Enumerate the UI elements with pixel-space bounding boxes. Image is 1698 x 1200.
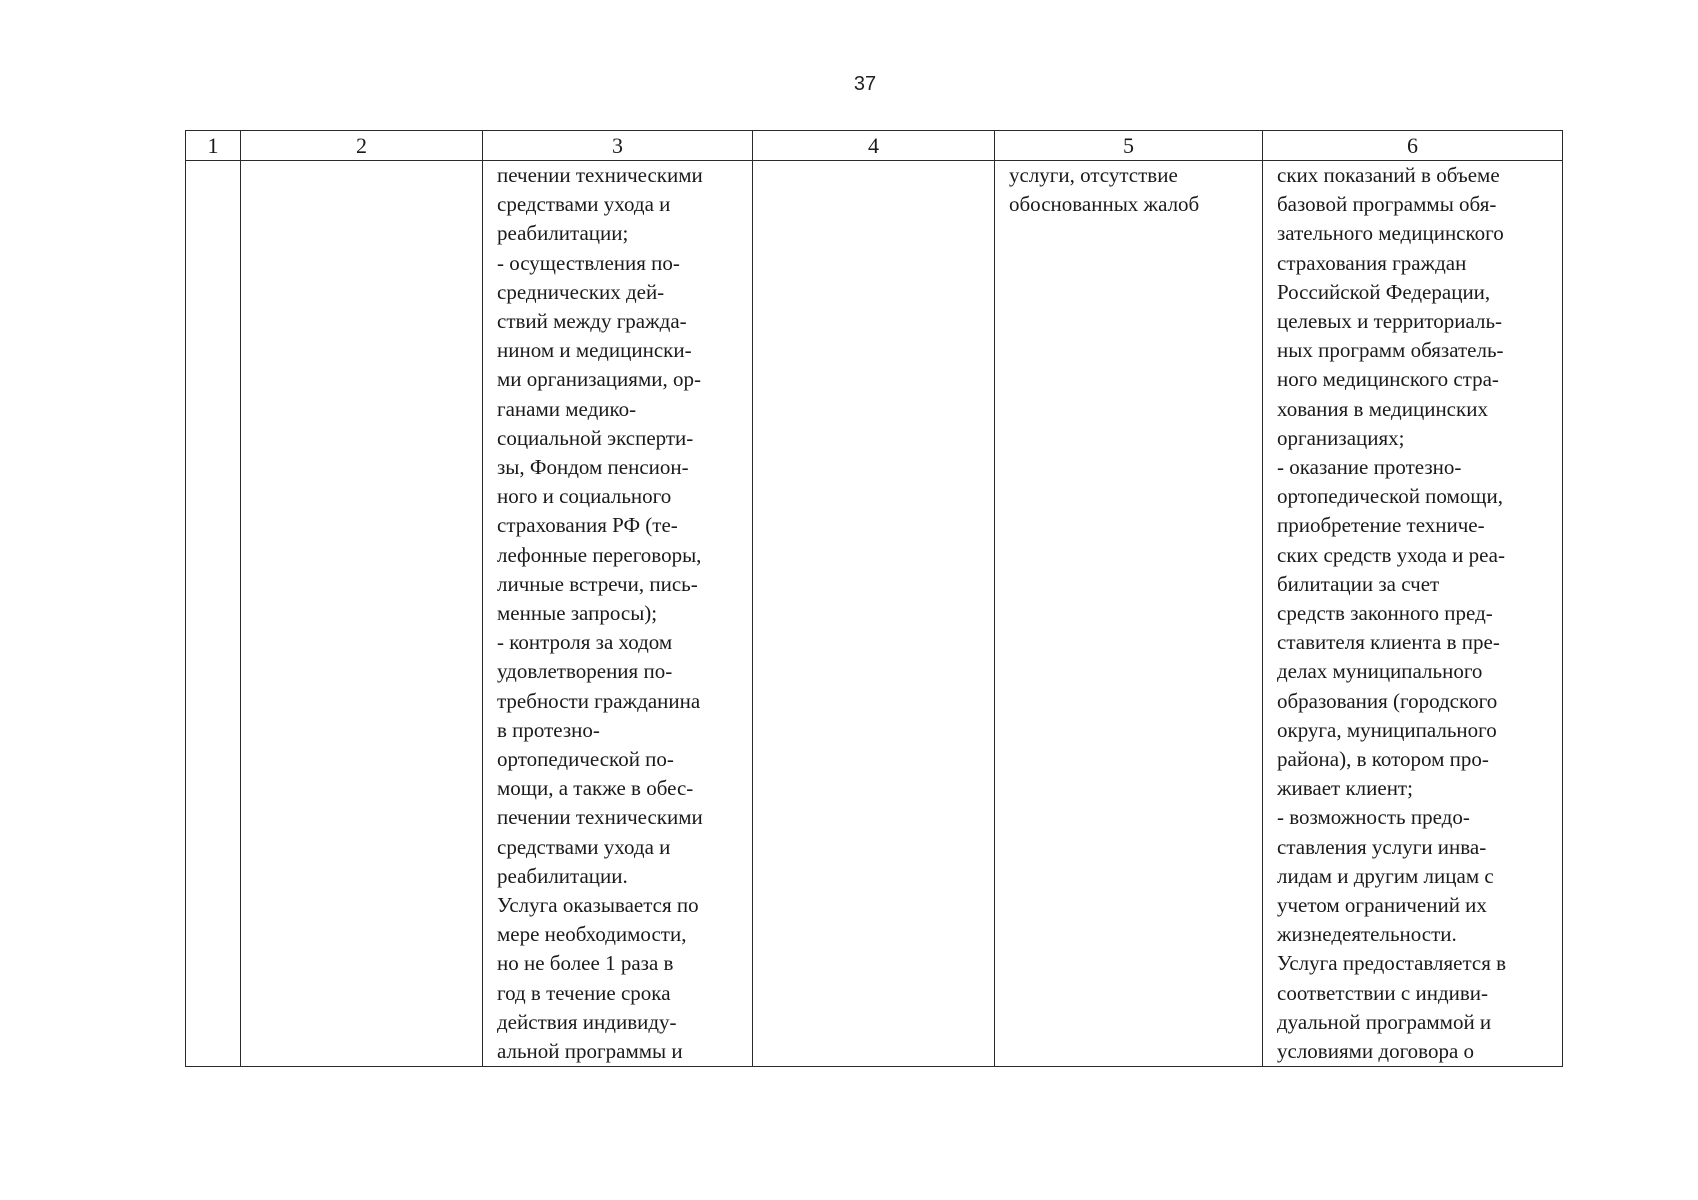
cell-col5 [995,161,1263,1067]
column-header-2: 2 [241,131,483,161]
column-header-5: 5 [995,131,1263,161]
cell-col6 [1263,161,1563,1067]
column-header-6: 6 [1263,131,1563,161]
page-number: 37 [853,73,877,95]
conditions-text: ских показаний в объеме базовой программы обя- зательного медицинского страхования граждан Российской Федерации, целевых и территориаль- ных программ обязатель- ного медицинского стра- хования в медицинских организациях; - оказание протезно- ортопедической помощи, приобретение техниче- ских средств ухода и реа- билитации за счет средств законного пред- ставителя клиента в пре- делах муниципального образования (городского округа, муниципального района), в котором про- живает клиент; - возможность предо- ставления услуги инва- лидам и другим лицам с учетом ограничений их жизнедеятельности. Услуга предоставляется в соответствии с индиви- дуальной программой и условиями договора о [1277,163,1507,1064]
cell-col4 [753,161,995,1067]
service-description-text: печении техническими средствами ухода и реабилитации; - осуществления по- среднических дей- ствий между гражда- нином и медицински- ми организациями, ор- ганами медико- социальной эксперти- зы, Фондом пенсион- ного и социального страхования РФ (те- лефонные переговоры, личные встречи, пись- менные запросы); - контроля за ходом удовлетворения по- требности гражданина в протезно- ортопедической по- мощи, а также в обес- печении техническими средствами ухода и реабилитации. Услуга оказывается по мере необходимости, но не более 1 раза в год в течение срока действия индивиду- альной программы и [497,163,703,1064]
column-header-3: 3 [483,131,753,161]
service-table [185,130,1563,1067]
table-row [186,161,1563,1067]
quality-indicator-text: услуги, отсутствие обоснованных жалоб [1009,163,1200,217]
column-header-1: 1 [186,131,241,161]
cell-col3 [483,161,753,1067]
cell-col2 [241,161,483,1067]
table-header-row [186,131,1563,161]
cell-col1 [186,161,241,1067]
column-header-4: 4 [753,131,995,161]
